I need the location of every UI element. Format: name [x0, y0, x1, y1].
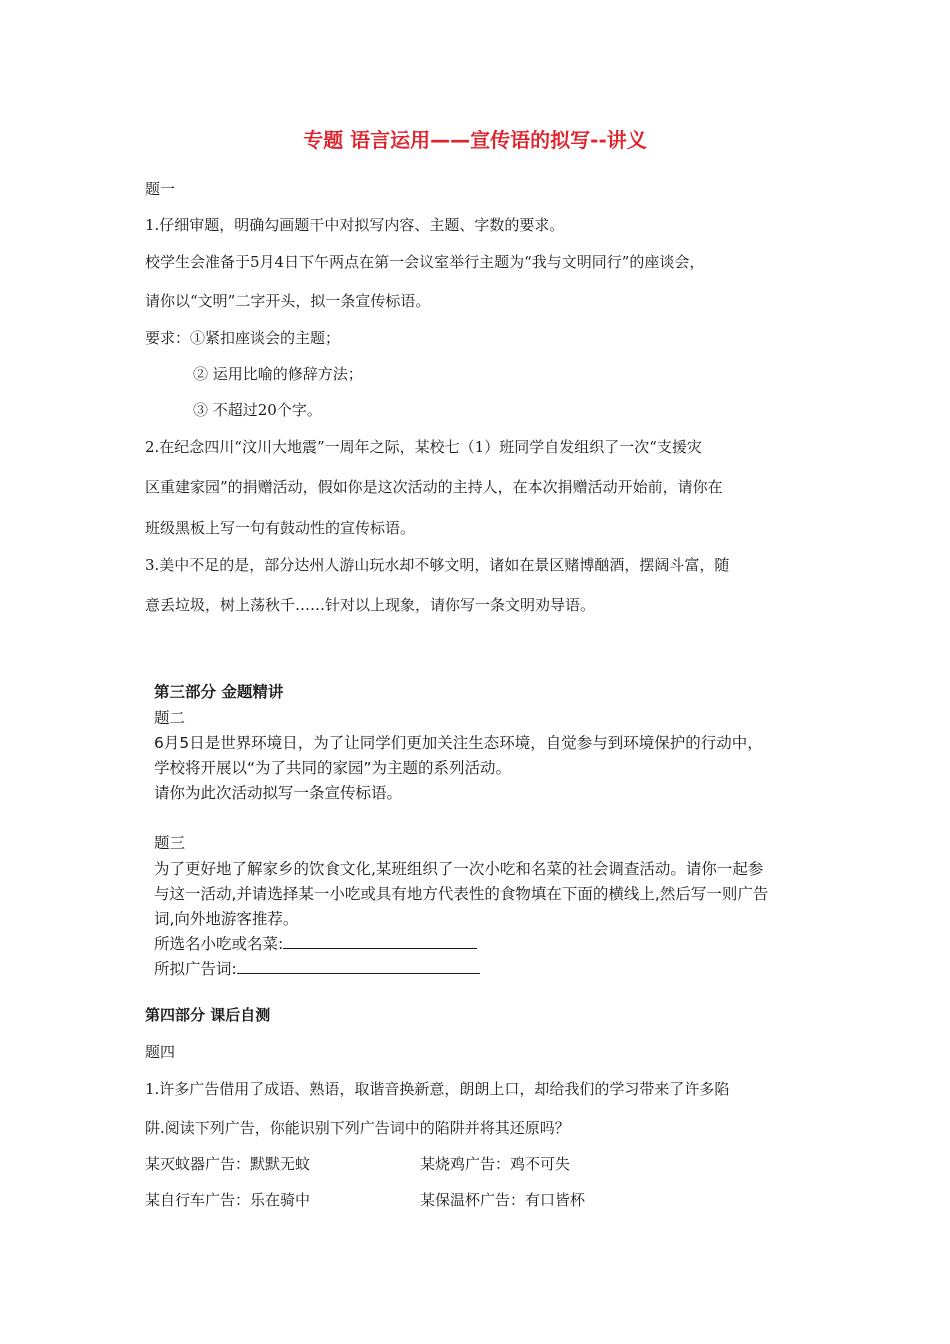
q2-heading: 题二 — [154, 709, 186, 727]
q3-line2: 与这一活动,并请选择某一小吃或具有地方代表性的食物填在下面的横线上,然后写一则广告 — [154, 885, 769, 903]
part4-heading: 第四部分 课后自测 — [145, 1006, 271, 1024]
q1-item2-line3: 班级黑板上写一句有鼓动性的宣传标语。 — [145, 519, 416, 537]
part3-heading: 第三部分 金题精讲 — [154, 683, 284, 701]
q1-item3-line2: 意丢垃圾，树上荡秋千……针对以上现象，请你写一条文明劝导语。 — [145, 596, 596, 614]
ad-item: 某烧鸡广告：鸡不可失 — [420, 1155, 571, 1173]
ad-item: 某灭蚊器广告：默默无蚊 — [145, 1155, 311, 1173]
q1-requirement-3: ③ 不超过20个字。 — [193, 401, 322, 419]
q1-item1-line2: 校学生会准备于5月4日下午两点在第一会议室举行主题为“我与文明同行”的座谈会， — [145, 253, 705, 271]
q1-item1: 1.仔细审题，明确勾画题干中对拟写内容、主题、字数的要求。 — [145, 216, 565, 234]
q3-line1: 为了更好地了解家乡的饮食文化,某班组织了一次小吃和名菜的社会调查活动。请你一起参 — [154, 860, 764, 878]
q3-field-dish-blank[interactable] — [283, 933, 477, 949]
ad-item: 某保温杯广告：有口皆杯 — [420, 1191, 586, 1209]
q3-line3: 词,向外地游客推荐。 — [154, 910, 299, 928]
q1-requirement-2: ② 运用比喻的修辞方法； — [193, 365, 363, 383]
q3-field-ad-label: 所拟广告词: — [154, 960, 237, 978]
q1-item2-line2: 区重建家园”的捐赠活动，假如你是这次活动的主持人，在本次捐赠活动开始前，请你在 — [145, 478, 723, 496]
q1-item2-line1: 2.在纪念四川“汶川大地震”一周年之际，某校七（1）班同学自发组织了一次“支援灾 — [145, 438, 702, 456]
q2-line3: 请你为此次活动拟写一条宣传标语。 — [154, 784, 403, 802]
q1-heading: 题一 — [145, 180, 176, 198]
q4-heading: 题四 — [145, 1043, 176, 1061]
q2-line1: 6月5日是世界环境日，为了让同学们更加关注生态环境，自觉参与到环境保护的行动中， — [154, 734, 763, 752]
q1-item3-line1: 3.美中不足的是，部分达州人游山玩水却不够文明，诸如在景区赌博酗酒，摆阔斗富，随 — [145, 556, 730, 574]
q2-line2: 学校将开展以“为了共同的家园”为主题的系列活动。 — [154, 759, 512, 777]
q3-heading: 题三 — [154, 834, 186, 852]
q4-line1: 1.许多广告借用了成语、熟语，取谐音换新意，朗朗上口，却给我们的学习带来了许多陷 — [145, 1080, 730, 1098]
q3-field-ad-blank[interactable] — [237, 958, 480, 974]
ad-item: 某自行车广告：乐在骑中 — [145, 1191, 311, 1209]
q3-field-dish-label: 所选名小吃或名菜: — [154, 935, 284, 953]
q3-field-dish — [154, 932, 477, 954]
q3-field-ad — [154, 957, 480, 979]
page-title: 专题 语言运用——宣传语的拟写--讲义 — [303, 128, 647, 152]
q4-line2: 阱.阅读下列广告，你能识别下列广告词中的陷阱并将其还原吗？ — [145, 1119, 570, 1137]
q1-item1-line3: 请你以“文明”二字开头，拟一条宣传标语。 — [145, 292, 431, 310]
q1-requirement-1: 要求：①紧扣座谈会的主题； — [145, 329, 341, 347]
